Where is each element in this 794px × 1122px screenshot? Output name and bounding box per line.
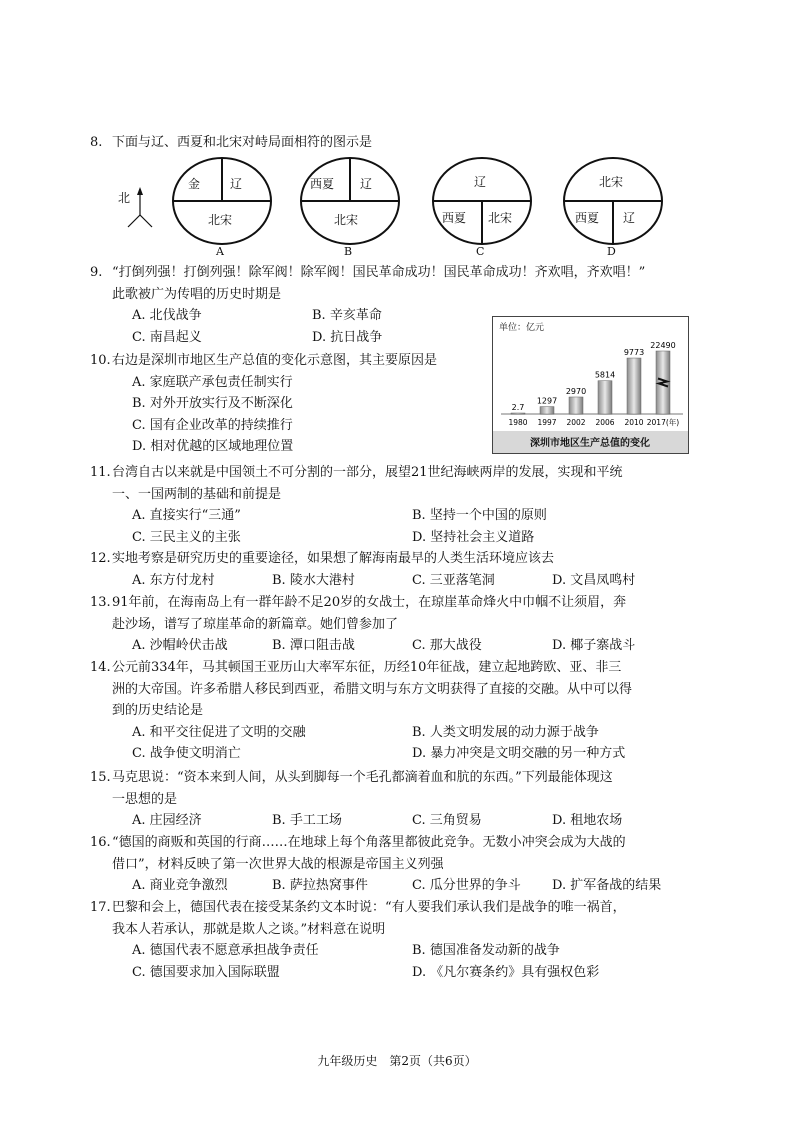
option[interactable]: B. 对外开放实行及不断深化	[132, 396, 293, 411]
option[interactable]: A. 家庭联产承包责任制实行	[132, 374, 293, 390]
page-footer: 九年级历史 第2页（共6页）	[317, 1054, 477, 1068]
bar-2010	[627, 358, 641, 414]
option[interactable]: B. 辛亥革命	[312, 308, 382, 323]
option[interactable]: B. 潭口阻击战	[272, 638, 355, 653]
region-label: 北宋	[208, 213, 233, 227]
question-stem: 赴沙场，谱写了琼崖革命的新篇章。她们曾参加了	[112, 616, 399, 632]
question-15	[90, 767, 692, 832]
region-label: 辽	[474, 175, 487, 189]
question-number: 16.	[90, 835, 111, 850]
question-8	[90, 132, 692, 154]
tick-label: 1980	[508, 418, 528, 427]
north-arrow-icon	[118, 185, 158, 235]
bars-group	[501, 351, 683, 414]
question-number: 17.	[90, 900, 111, 915]
option[interactable]: B. 德国准备发动新的战争	[412, 943, 560, 958]
question-stem: 巴黎和会上，德国代表在接受某条约文本时说：“有人要我们承认我们是战争的唯一祸首，	[112, 900, 626, 915]
question-17	[90, 897, 692, 983]
option[interactable]: B. 手工工场	[272, 813, 342, 828]
option-b-diagram	[298, 157, 408, 261]
option[interactable]: D. 租地农场	[552, 813, 623, 828]
option-d-diagram	[561, 157, 671, 261]
option[interactable]: A. 庄园经济	[132, 813, 202, 828]
question-stem: 一、一国两制的基础和前提是	[112, 486, 282, 502]
option[interactable]: C. 三角贸易	[412, 813, 482, 828]
question-stem: 一思想的是	[112, 791, 178, 807]
value-label: 2.7	[511, 403, 525, 412]
option[interactable]: D. 相对优越的区域地理位置	[132, 439, 294, 454]
question-stem: 91年前，在海南岛上有一群年龄不足20岁的女战士，在琼崖革命烽火中巾帼不让须眉，奔	[112, 595, 627, 610]
region-label: 辽	[360, 177, 373, 191]
option[interactable]: A. 商业竞争激烈	[132, 878, 228, 893]
question-stem: 公元前334年，马其顿国王亚历山大率军东征，历经10年征战，建立起地跨欧、亚、非三	[112, 660, 622, 675]
question-number: 10.	[90, 353, 111, 368]
question-number: 11.	[90, 465, 111, 480]
option[interactable]: A. 东方付龙村	[132, 572, 215, 588]
question-number: 12.	[90, 551, 111, 566]
option[interactable]: A. 北伐战争	[132, 308, 202, 323]
value-label: 1297	[536, 396, 558, 406]
region-label: 北宋	[334, 213, 359, 227]
region-label: 北宋	[599, 175, 624, 189]
value-label: 5814	[594, 370, 616, 380]
region-label: 金	[188, 177, 201, 191]
value-label: 9773	[623, 348, 645, 358]
option[interactable]: D. 坚持社会主义道路	[412, 529, 535, 545]
north-label: 北	[118, 191, 131, 205]
tick-label: 2002	[566, 418, 586, 427]
question-stem: 右边是深圳市地区生产总值的变化示意图，其主要原因是	[112, 353, 438, 368]
question-stem: 洲的大帝国。许多希腊人移民到西亚，希腊文明与东方文明获得了直接的交融。从中可以得	[112, 681, 633, 697]
option[interactable]: D. 抗日战争	[312, 329, 383, 345]
question-number: 9.	[90, 265, 103, 280]
question-number: 14.	[90, 660, 111, 675]
question-stem: “打倒列强！打倒列强！除军阀！除军阀！国民革命成功！国民革命成功！齐欢唱，齐欢唱！”	[112, 265, 646, 280]
option[interactable]: C. 国有企业改革的持续推行	[132, 417, 293, 433]
bar-2006	[598, 381, 612, 414]
gdp-chart	[492, 316, 689, 454]
tick-label: 1997	[537, 418, 557, 427]
question-stem: 马克思说：“资本来到人间，从头到脚每一个毛孔都滴着血和肮的东西。”下列最能体现这	[112, 770, 613, 785]
option[interactable]: B. 陵水大港村	[272, 572, 355, 588]
option[interactable]: C. 三亚落笔洞	[412, 572, 495, 588]
gdp-chart-svg	[493, 317, 688, 453]
value-label: 2970	[565, 386, 587, 396]
question-14	[90, 657, 692, 765]
option[interactable]: C. 瓜分世界的争斗	[412, 878, 521, 893]
tick-label: 2010	[624, 418, 644, 427]
option[interactable]: B. 人类文明发展的动力源于战争	[412, 724, 599, 740]
option-letter: B	[344, 245, 353, 258]
option[interactable]: C. 南昌起义	[132, 329, 202, 345]
chart-unit-label: 单位：亿元	[499, 323, 545, 333]
region-label: 西夏	[442, 211, 467, 225]
option-letter: C	[476, 245, 485, 258]
option[interactable]: A. 德国代表不愿意承担战争责任	[132, 943, 319, 958]
question-11	[90, 462, 692, 548]
question-number: 15.	[90, 770, 111, 785]
option-letter: D	[607, 245, 616, 258]
option[interactable]: C. 德国要求加入国际联盟	[132, 964, 280, 980]
question-number: 13.	[90, 595, 111, 610]
option[interactable]: D. 文昌凤鸣村	[552, 572, 636, 588]
tick-label: 2017(年)	[646, 418, 680, 427]
question-16	[90, 832, 692, 897]
question-stem: 此歌被广为传唱的历史时期是	[112, 286, 282, 302]
region-label: 辽	[623, 211, 636, 225]
question-number: 8.	[90, 135, 103, 150]
option[interactable]: C. 战争使文明消亡	[132, 746, 241, 761]
question-10	[90, 350, 492, 458]
question-13	[90, 592, 692, 657]
north-compass	[118, 185, 158, 235]
tick-labels-group	[508, 417, 679, 427]
tick-label: 2006	[595, 418, 615, 427]
option[interactable]: C. 那大战役	[412, 638, 482, 653]
option-a-diagram	[170, 157, 280, 261]
bar-2002	[569, 397, 583, 414]
question-stem: 下面与辽、西夏和北宋对峙局面相符的图示是	[112, 135, 373, 150]
map-diagram	[118, 157, 678, 262]
question-stem: 实地考察是研究历史的重要途径，如果想了解海南最早的人类生活环境应该去	[112, 551, 555, 566]
region-label: 西夏	[575, 211, 600, 225]
region-label: 北宋	[488, 211, 513, 225]
question-stem: 借口”，材料反映了第一次世界大战的根源是帝国主义列强	[112, 856, 444, 872]
option[interactable]: D. 暴力冲突是文明交融的另一种方式	[412, 746, 626, 761]
option[interactable]: D. 扩军备战的结果	[552, 878, 662, 893]
option[interactable]: C. 三民主义的主张	[132, 529, 241, 545]
bar-1997	[540, 407, 554, 414]
bar-1980	[511, 413, 525, 414]
option[interactable]: D. 椰子寨战斗	[552, 638, 636, 653]
question-12	[90, 548, 692, 591]
option[interactable]: B. 坚持一个中国的原则	[412, 508, 547, 523]
option[interactable]: A. 沙帽岭伏击战	[132, 638, 228, 653]
question-stem: 我本人若承认，那就是欺人之谈。”材料意在说明	[112, 921, 386, 937]
question-stem: 到的历史结论是	[112, 703, 204, 718]
option-letter: A	[216, 245, 224, 258]
option[interactable]: A. 和平交往促进了文明的交融	[132, 724, 306, 740]
option[interactable]: D. 《凡尔赛条约》具有强权色彩	[412, 964, 600, 980]
option[interactable]: A. 直接实行“三通”	[132, 508, 241, 523]
value-label: 22490	[650, 341, 676, 350]
region-label: 辽	[230, 177, 243, 191]
chart-title: 深圳市地区生产总值的变化	[530, 438, 650, 449]
question-stem: 台湾自古以来就是中国领土不可分割的一部分，展望21世纪海峡两岸的发展，实现和平统	[112, 465, 623, 480]
question-stem: “德国的商贩和英国的行商……在地球上每个角落里都彼此竞争。无数小冲突会成为大战的	[112, 835, 626, 850]
value-labels-group	[512, 341, 676, 412]
region-label: 西夏	[310, 177, 335, 191]
option[interactable]: B. 萨拉热窝事件	[272, 878, 368, 893]
option-c-diagram	[430, 157, 540, 261]
